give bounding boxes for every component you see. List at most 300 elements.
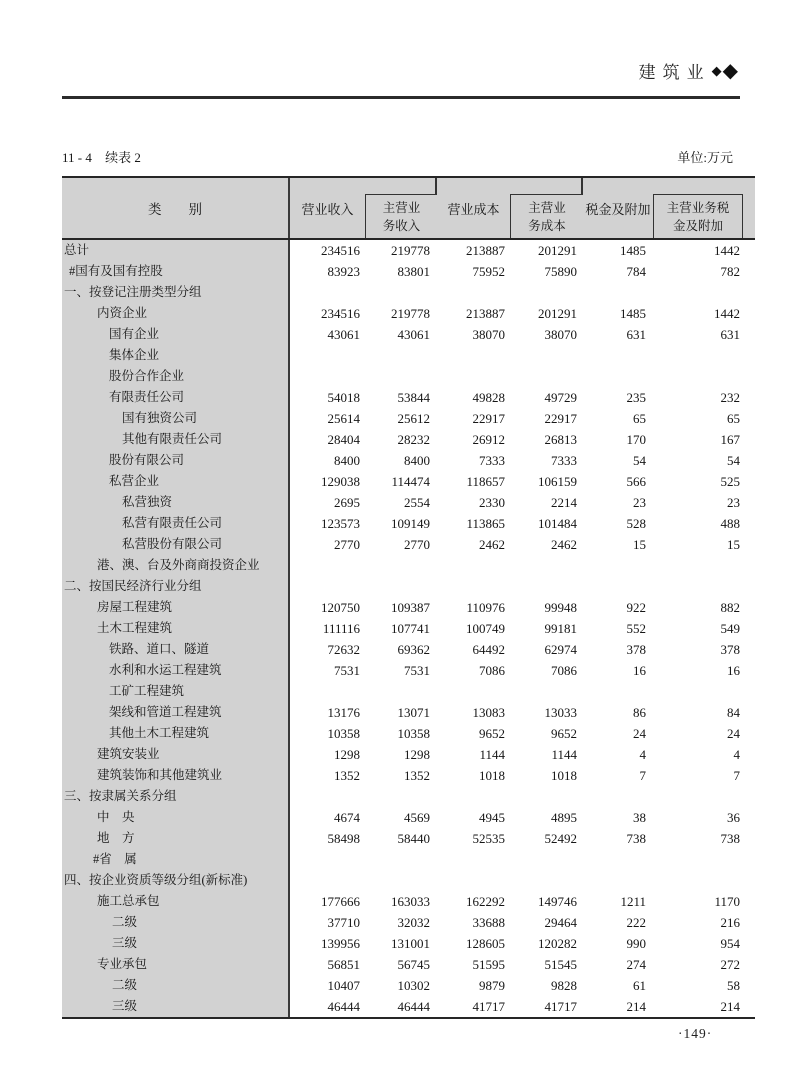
- header-line: 务收入: [382, 219, 421, 233]
- header-line: 主营业: [382, 201, 421, 215]
- cell-value: 22917: [472, 411, 505, 426]
- cell-value: 49729: [544, 390, 577, 405]
- table-row: [62, 975, 755, 996]
- cell-value: 4: [639, 747, 646, 762]
- cell-value: 2770: [334, 537, 360, 552]
- cell-value: 113865: [466, 516, 505, 531]
- cell-value: 177666: [321, 894, 360, 909]
- cell-value: [510, 681, 583, 702]
- header-line: 金及附加: [672, 219, 723, 233]
- header-line: 主营业务税: [666, 201, 730, 215]
- row-label: 有限责任公司: [62, 387, 290, 408]
- table-row: [62, 387, 755, 408]
- cell-value: 7086: [479, 663, 505, 678]
- cell-value: 219778: [391, 306, 430, 321]
- table-row: [62, 765, 755, 786]
- cell-value: [583, 681, 653, 702]
- cell-value: 1442: [714, 306, 740, 321]
- table-body: [62, 240, 755, 1019]
- table-row: [62, 450, 755, 471]
- cell-value: 4945: [479, 810, 505, 825]
- table-number: 11 - 4: [62, 150, 92, 165]
- table-row: [62, 828, 755, 849]
- cell-value: 109149: [391, 516, 430, 531]
- table-title: [62, 147, 151, 166]
- cell-value: [653, 870, 755, 891]
- cell-value: 100749: [466, 621, 505, 636]
- cell-value: 61: [633, 978, 646, 993]
- row-label: 集体企业: [62, 345, 290, 366]
- cell-value: 1352: [404, 768, 430, 783]
- cell-value: 28232: [397, 432, 430, 447]
- cell-value: 149746: [538, 894, 577, 909]
- cell-value: 23: [633, 495, 646, 510]
- cell-value: 110976: [466, 600, 505, 615]
- cell-value: 272: [720, 957, 740, 972]
- cell-value: 58: [727, 978, 740, 993]
- cell-value: 162292: [466, 894, 505, 909]
- cell-value: 1144: [551, 747, 577, 762]
- unit-label: 单位:万元: [677, 150, 733, 165]
- cell-value: 2462: [551, 537, 577, 552]
- table-row: [62, 933, 755, 954]
- cell-value: 24: [633, 726, 646, 741]
- row-label: 国有独资公司: [62, 408, 290, 429]
- cell-value: 213887: [466, 306, 505, 321]
- cell-value: 72632: [327, 642, 360, 657]
- table-row: [62, 744, 755, 765]
- cell-value: 8400: [404, 453, 430, 468]
- cell-value: 83923: [327, 264, 360, 279]
- cell-value: 1018: [479, 768, 505, 783]
- cell-value: 131001: [391, 936, 430, 951]
- cell-value: 882: [720, 600, 740, 615]
- cell-value: [365, 849, 437, 870]
- column-header-operating-revenue: 营业收入: [301, 201, 354, 217]
- cell-value: [437, 681, 510, 702]
- cell-value: 41717: [472, 999, 505, 1014]
- cell-value: 123573: [321, 516, 360, 531]
- table-row: [62, 429, 755, 450]
- cell-value: [365, 870, 437, 891]
- cell-value: 32032: [397, 915, 430, 930]
- cell-value: 24: [727, 726, 740, 741]
- cell-value: [510, 555, 583, 576]
- table-row: [62, 282, 755, 303]
- cell-value: 25612: [397, 411, 430, 426]
- cell-value: [437, 555, 510, 576]
- cell-value: [653, 849, 755, 870]
- table-row: [62, 786, 755, 807]
- cell-value: 65: [633, 411, 646, 426]
- row-label: 工矿工程建筑: [62, 681, 290, 702]
- cell-value: 7531: [334, 663, 360, 678]
- cell-value: 118657: [466, 474, 505, 489]
- page-number: ·149·: [678, 1026, 713, 1041]
- cell-value: 7: [733, 768, 740, 783]
- cell-value: 2770: [404, 537, 430, 552]
- cell-value: [510, 576, 583, 597]
- cell-value: 56745: [397, 957, 430, 972]
- cell-value: [583, 786, 653, 807]
- column-header-taxes: 税金及附加: [585, 201, 651, 217]
- table-row: [62, 681, 755, 702]
- cell-value: [290, 870, 365, 891]
- cell-value: 106159: [538, 474, 577, 489]
- cell-value: [510, 345, 583, 366]
- cell-value: 86: [633, 705, 646, 720]
- cell-value: 75952: [472, 264, 505, 279]
- cell-value: 49828: [472, 390, 505, 405]
- cell-value: [290, 555, 365, 576]
- cell-value: [510, 786, 583, 807]
- cell-value: [437, 576, 510, 597]
- cell-value: [437, 345, 510, 366]
- cell-value: 36: [727, 810, 740, 825]
- table-row: [62, 240, 755, 261]
- cell-value: 23: [727, 495, 740, 510]
- cell-value: 234516: [321, 243, 360, 258]
- cell-value: 7333: [479, 453, 505, 468]
- cell-value: 109387: [391, 600, 430, 615]
- table-row: [62, 618, 755, 639]
- row-label: 二、按国民经济行业分组: [62, 576, 290, 597]
- cell-value: 201291: [538, 243, 577, 258]
- cell-value: [653, 366, 755, 387]
- row-label: 施工总承包: [62, 891, 290, 912]
- cell-value: 7333: [551, 453, 577, 468]
- column-header-main-taxes: [653, 194, 743, 238]
- cell-value: [365, 366, 437, 387]
- cell-value: 139956: [321, 936, 360, 951]
- cell-value: 2695: [334, 495, 360, 510]
- cell-value: 2462: [479, 537, 505, 552]
- column-header-main-cost: [510, 194, 583, 238]
- cell-value: 378: [626, 642, 646, 657]
- cell-value: 213887: [466, 243, 505, 258]
- table-header: [62, 176, 755, 240]
- cell-value: [583, 870, 653, 891]
- table-row: [62, 555, 755, 576]
- row-label: 架线和管道工程建筑: [62, 702, 290, 723]
- table-row: [62, 576, 755, 597]
- row-label: 私营股份有限公司: [62, 534, 290, 555]
- row-label: 二级: [62, 912, 290, 933]
- cell-value: [653, 282, 755, 303]
- row-label: 铁路、道口、隧道: [62, 639, 290, 660]
- cell-value: [365, 576, 437, 597]
- cell-value: 65: [727, 411, 740, 426]
- cell-value: 101484: [538, 516, 577, 531]
- cell-value: [510, 282, 583, 303]
- row-label: 私营有限责任公司: [62, 513, 290, 534]
- cell-value: 28404: [327, 432, 360, 447]
- cell-value: 990: [626, 936, 646, 951]
- cell-value: 58440: [397, 831, 430, 846]
- cell-value: 84: [727, 705, 740, 720]
- cell-value: 9652: [551, 726, 577, 741]
- cell-value: 13071: [397, 705, 430, 720]
- cell-value: [583, 555, 653, 576]
- cell-value: [365, 786, 437, 807]
- cell-value: [653, 681, 755, 702]
- cell-value: 10302: [397, 978, 430, 993]
- cell-value: 201291: [538, 306, 577, 321]
- cell-value: [290, 366, 365, 387]
- cell-value: [290, 849, 365, 870]
- header-line: 务成本: [528, 219, 566, 233]
- cell-value: 170: [626, 432, 646, 447]
- diamond-icon-small: ◆: [711, 63, 722, 78]
- cell-value: 167: [720, 432, 740, 447]
- table-row: [62, 702, 755, 723]
- cell-value: 922: [626, 600, 646, 615]
- cell-value: 1352: [334, 768, 360, 783]
- cell-value: [437, 282, 510, 303]
- cell-value: [290, 282, 365, 303]
- cell-value: 69362: [397, 642, 430, 657]
- cell-value: [437, 366, 510, 387]
- cell-value: 46444: [397, 999, 430, 1014]
- row-label: 国有企业: [62, 324, 290, 345]
- cell-value: 222: [626, 915, 646, 930]
- cell-value: 1442: [714, 243, 740, 258]
- cell-value: 52492: [544, 831, 577, 846]
- table-row: [62, 639, 755, 660]
- table-row: [62, 996, 755, 1017]
- row-label: 建筑安装业: [62, 744, 290, 765]
- cell-value: 37710: [327, 915, 360, 930]
- cell-value: 9652: [479, 726, 505, 741]
- table-row: [62, 492, 755, 513]
- column-header-main-revenue: [365, 194, 437, 238]
- cell-value: 235: [626, 390, 646, 405]
- cell-value: 53844: [397, 390, 430, 405]
- column-header-category: 类 别: [62, 178, 290, 238]
- cell-value: 51595: [472, 957, 505, 972]
- cell-value: 1298: [404, 747, 430, 762]
- row-label: 三级: [62, 996, 290, 1017]
- cell-value: 7531: [404, 663, 430, 678]
- table-row: [62, 345, 755, 366]
- cell-value: 549: [720, 621, 740, 636]
- cell-value: [653, 786, 755, 807]
- cell-value: [365, 282, 437, 303]
- cell-value: 58498: [327, 831, 360, 846]
- row-label: 港、澳、台及外商商投资企业: [62, 555, 290, 576]
- row-label: 房屋工程建筑: [62, 597, 290, 618]
- row-label: 中 央: [62, 807, 290, 828]
- table-row: [62, 534, 755, 555]
- cell-value: 528: [626, 516, 646, 531]
- cell-value: [583, 282, 653, 303]
- diamond-icon-large: ◆: [722, 59, 738, 82]
- row-label: 水利和水运工程建筑: [62, 660, 290, 681]
- cell-value: 784: [626, 264, 646, 279]
- cell-value: [437, 786, 510, 807]
- cell-value: 1170: [714, 894, 740, 909]
- cell-value: 99948: [544, 600, 577, 615]
- cell-value: 10407: [327, 978, 360, 993]
- cell-value: [510, 366, 583, 387]
- cell-value: 38: [633, 810, 646, 825]
- cell-value: [510, 849, 583, 870]
- cell-value: 13176: [327, 705, 360, 720]
- cell-value: 4569: [404, 810, 430, 825]
- table-row: [62, 912, 755, 933]
- cell-value: 15: [633, 537, 646, 552]
- cell-value: [653, 555, 755, 576]
- cell-value: 566: [626, 474, 646, 489]
- cell-value: 16: [727, 663, 740, 678]
- cell-value: 4: [733, 747, 740, 762]
- cell-value: 83801: [397, 264, 430, 279]
- row-label: 其他有限责任公司: [62, 429, 290, 450]
- table-continuation: 续表 2: [105, 150, 141, 165]
- row-label: 专业承包: [62, 954, 290, 975]
- cell-value: [290, 345, 365, 366]
- cell-value: 111116: [322, 621, 360, 636]
- cell-value: 26912: [472, 432, 505, 447]
- cell-value: 738: [720, 831, 740, 846]
- cell-value: 16: [633, 663, 646, 678]
- cell-value: 219778: [391, 243, 430, 258]
- table-meta-line: [62, 147, 733, 166]
- cell-value: 129038: [321, 474, 360, 489]
- cell-value: 54018: [327, 390, 360, 405]
- cell-value: 62974: [544, 642, 577, 657]
- row-label: 其他土木工程建筑: [62, 723, 290, 744]
- cell-value: 120282: [538, 936, 577, 951]
- row-label: 内资企业: [62, 303, 290, 324]
- masthead: [639, 58, 738, 83]
- cell-value: 75890: [544, 264, 577, 279]
- cell-value: 46444: [327, 999, 360, 1014]
- cell-value: 9879: [479, 978, 505, 993]
- table-row: [62, 660, 755, 681]
- cell-value: 10358: [327, 726, 360, 741]
- header-line: 主营业: [528, 201, 566, 215]
- cell-value: [583, 366, 653, 387]
- row-label: #省 属: [62, 849, 290, 870]
- cell-value: [583, 345, 653, 366]
- cell-value: 41717: [544, 999, 577, 1014]
- cell-value: 214: [626, 999, 646, 1014]
- cell-value: [365, 555, 437, 576]
- cell-value: 54: [727, 453, 740, 468]
- cell-value: 631: [720, 327, 740, 342]
- cell-value: 29464: [544, 915, 577, 930]
- cell-value: 114474: [391, 474, 430, 489]
- cell-value: 25614: [327, 411, 360, 426]
- table-row: [62, 366, 755, 387]
- cell-value: 234516: [321, 306, 360, 321]
- row-label: 土木工程建筑: [62, 618, 290, 639]
- row-label: 三级: [62, 933, 290, 954]
- statistics-table: [62, 176, 755, 1019]
- masthead-rule: [62, 96, 740, 99]
- cell-value: 1298: [334, 747, 360, 762]
- row-label: 股份有限公司: [62, 450, 290, 471]
- row-label: 私营企业: [62, 471, 290, 492]
- row-label: 股份合作企业: [62, 366, 290, 387]
- cell-value: [290, 576, 365, 597]
- row-label: 地 方: [62, 828, 290, 849]
- cell-value: [290, 786, 365, 807]
- cell-value: 378: [720, 642, 740, 657]
- cell-value: 232: [720, 390, 740, 405]
- cell-value: 1485: [620, 243, 646, 258]
- cell-value: 13033: [544, 705, 577, 720]
- cell-value: 22917: [544, 411, 577, 426]
- table-row: [62, 597, 755, 618]
- row-label: 私营独资: [62, 492, 290, 513]
- table-row: [62, 513, 755, 534]
- cell-value: 26813: [544, 432, 577, 447]
- section-title: 建筑业: [638, 63, 711, 82]
- cell-value: 33688: [472, 915, 505, 930]
- cell-value: 4895: [551, 810, 577, 825]
- row-label: 总计: [62, 240, 290, 261]
- row-label: 二级: [62, 975, 290, 996]
- cell-value: 552: [626, 621, 646, 636]
- cell-value: 13083: [472, 705, 505, 720]
- cell-value: 1485: [620, 306, 646, 321]
- cell-value: 782: [720, 264, 740, 279]
- cell-value: 43061: [327, 327, 360, 342]
- table-row: [62, 408, 755, 429]
- cell-value: 99181: [544, 621, 577, 636]
- cell-value: 43061: [397, 327, 430, 342]
- row-label: 四、按企业资质等级分组(新标准): [62, 870, 290, 891]
- cell-value: 107741: [391, 621, 430, 636]
- cell-value: 631: [626, 327, 646, 342]
- cell-value: 216: [720, 915, 740, 930]
- cell-value: 8400: [334, 453, 360, 468]
- column-header-operating-cost: 营业成本: [447, 201, 500, 217]
- cell-value: 7: [639, 768, 646, 783]
- table-row: [62, 324, 755, 345]
- table-row: [62, 870, 755, 891]
- cell-value: 4674: [334, 810, 360, 825]
- cell-value: 1018: [551, 768, 577, 783]
- cell-value: 128605: [466, 936, 505, 951]
- cell-value: [510, 870, 583, 891]
- table-row: [62, 807, 755, 828]
- row-label: 三、按隶属关系分组: [62, 786, 290, 807]
- cell-value: 488: [720, 516, 740, 531]
- table-row: [62, 954, 755, 975]
- table-row: [62, 261, 755, 282]
- row-label: 建筑装饰和其他建筑业: [62, 765, 290, 786]
- cell-value: 2554: [404, 495, 430, 510]
- cell-value: 525: [720, 474, 740, 489]
- cell-value: 2330: [479, 495, 505, 510]
- table-row: [62, 891, 755, 912]
- cell-value: 38070: [472, 327, 505, 342]
- cell-value: 1211: [620, 894, 646, 909]
- cell-value: 7086: [551, 663, 577, 678]
- cell-value: [583, 849, 653, 870]
- cell-value: 954: [720, 936, 740, 951]
- cell-value: 214: [720, 999, 740, 1014]
- row-label: 一、按登记注册类型分组: [62, 282, 290, 303]
- table-row: [62, 849, 755, 870]
- row-label: #国有及国有控股: [62, 261, 290, 282]
- cell-value: 15: [727, 537, 740, 552]
- cell-value: 38070: [544, 327, 577, 342]
- table-row: [62, 723, 755, 744]
